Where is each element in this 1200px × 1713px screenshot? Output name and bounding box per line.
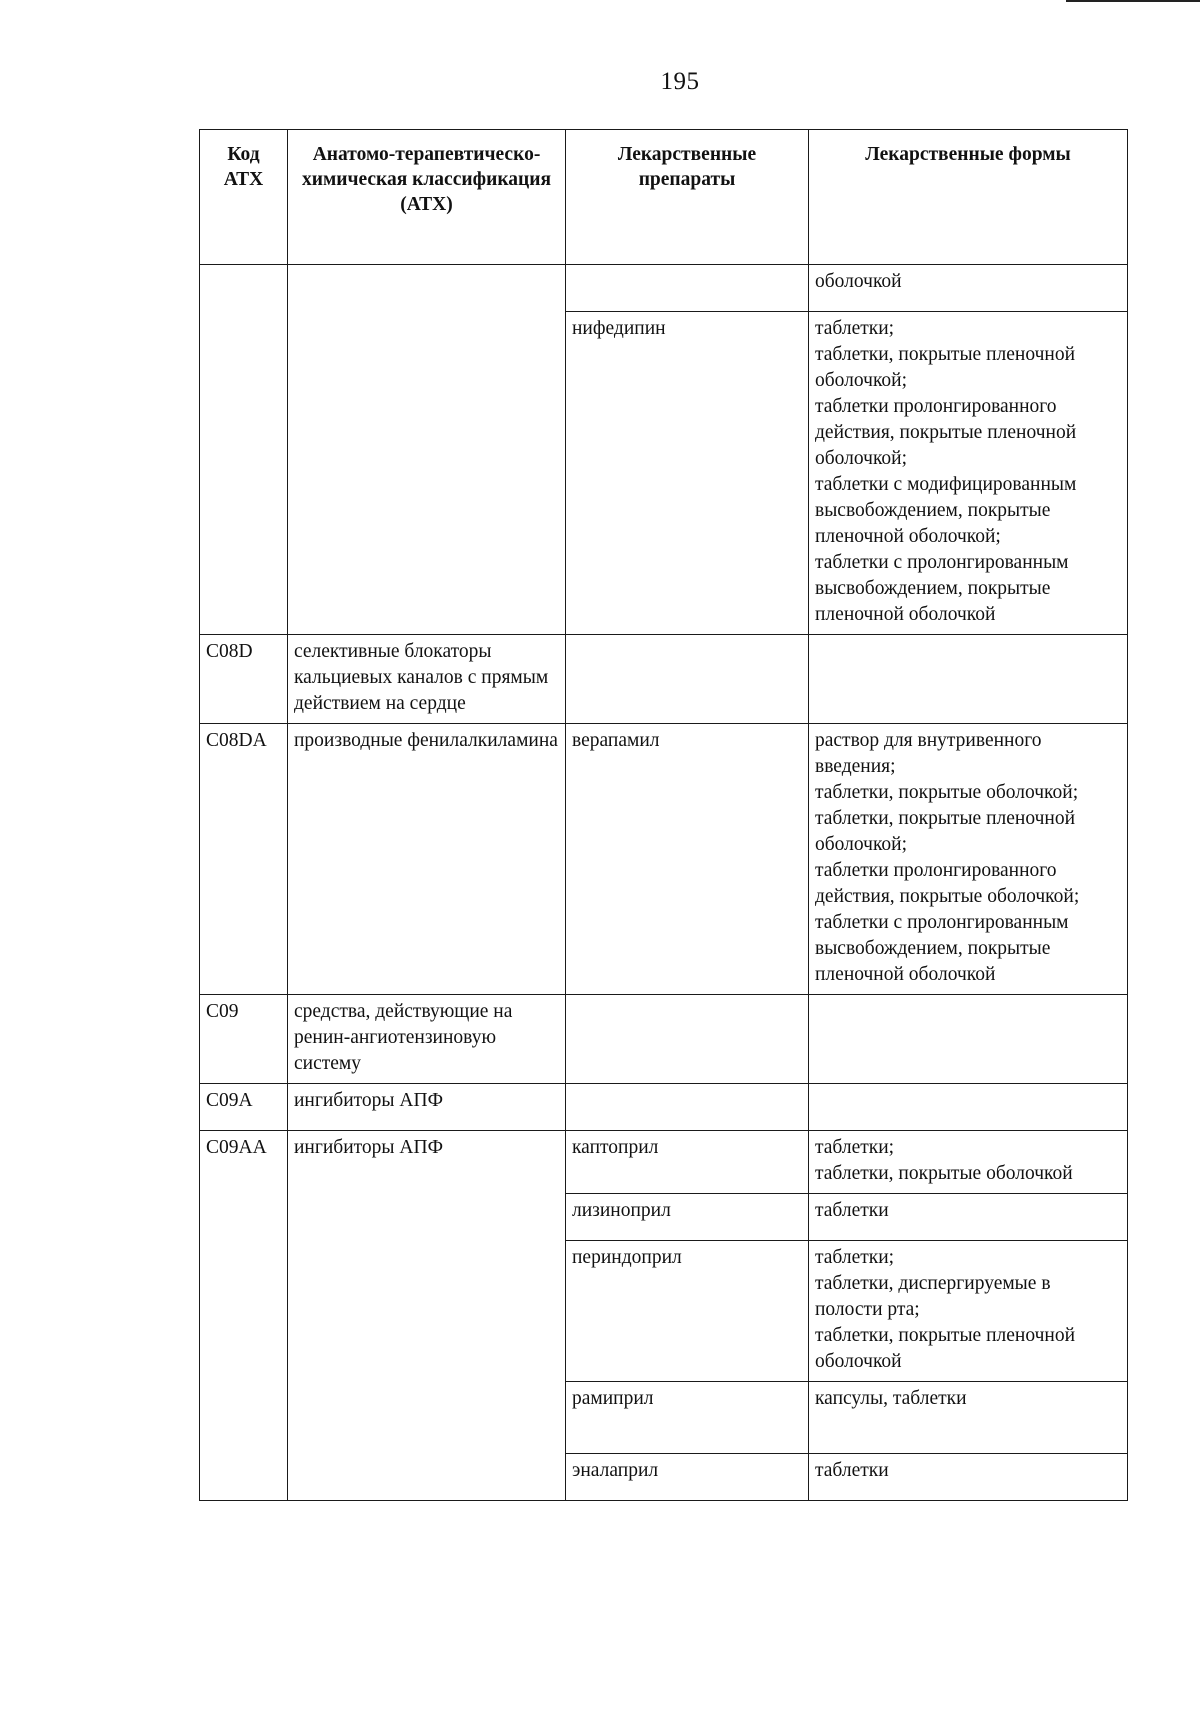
- cell-forms: [809, 312, 1128, 635]
- header-drugs: Лекарственные препараты: [566, 130, 809, 265]
- form-line: таблетки с пролонгированным высвобождением, покрытые пленочной оболочкой: [815, 912, 1069, 985]
- form-line: таблетки пролонгированного действия, покрытые пленочной оболочкой;: [815, 396, 1077, 469]
- table-row: [200, 265, 1128, 312]
- form-line: таблетки;: [815, 1137, 895, 1158]
- cell-forms: [809, 1084, 1128, 1131]
- cell-classification: [288, 265, 566, 635]
- cell-drug: каптоприл: [566, 1131, 809, 1194]
- cell-drug: [566, 265, 809, 312]
- form-line: таблетки;: [815, 1247, 895, 1268]
- table-row: [200, 1084, 1128, 1131]
- form-line: таблетки с пролонгированным высвобождением, покрытые пленочной оболочкой: [815, 552, 1069, 625]
- cell-code: C09A: [200, 1084, 288, 1131]
- cell-drug: нифедипин: [566, 312, 809, 635]
- form-line: таблетки;: [815, 318, 895, 339]
- atx-table: [199, 129, 1128, 1501]
- header-code: Код АТХ: [200, 130, 288, 265]
- table-row: [200, 635, 1128, 724]
- cell-classification: средства, действующие на ренин-ангиотензиновую систему: [288, 995, 566, 1084]
- table-row: [200, 724, 1128, 995]
- cell-forms: [809, 1131, 1128, 1194]
- table-row: [200, 995, 1128, 1084]
- form-line: таблетки, покрытые оболочкой: [815, 1163, 1073, 1184]
- top-edge-rule: [1066, 0, 1200, 2]
- cell-drug: периндоприл: [566, 1241, 809, 1382]
- cell-code: C09: [200, 995, 288, 1084]
- cell-forms: [809, 635, 1128, 724]
- cell-drug: верапамил: [566, 724, 809, 995]
- cell-drug: [566, 995, 809, 1084]
- form-line: капсулы, таблетки: [815, 1388, 967, 1409]
- cell-drug: [566, 1084, 809, 1131]
- table-row: [200, 1131, 1128, 1194]
- cell-drug: эналаприл: [566, 1454, 809, 1501]
- header-forms: Лекарственные формы: [809, 130, 1128, 265]
- table-header: [200, 130, 1128, 265]
- cell-forms: [809, 1241, 1128, 1382]
- cell-classification: ингибиторы АПФ: [288, 1131, 566, 1501]
- cell-forms: [809, 1454, 1128, 1501]
- form-line: таблетки с модифицированным высвобождением, покрытые пленочной оболочкой;: [815, 474, 1077, 547]
- cell-forms: [809, 1382, 1128, 1454]
- form-line: таблетки: [815, 1460, 889, 1481]
- cell-forms: [809, 265, 1128, 312]
- form-line: таблетки, покрытые пленочной оболочкой: [815, 1325, 1076, 1372]
- cell-drug: [566, 635, 809, 724]
- cell-code: C09AA: [200, 1131, 288, 1501]
- cell-code: C08DA: [200, 724, 288, 995]
- form-line: раствор для внутривенного введения;: [815, 730, 1042, 777]
- cell-forms: [809, 995, 1128, 1084]
- cell-classification: селективные блокаторы кальциевых каналов с прямым действием на сердце: [288, 635, 566, 724]
- cell-forms: [809, 1194, 1128, 1241]
- form-line: таблетки пролонгированного действия, покрытые оболочкой;: [815, 860, 1080, 907]
- cell-drug: рамиприл: [566, 1382, 809, 1454]
- cell-code: [200, 265, 288, 635]
- cell-classification: производные фенилалкиламина: [288, 724, 566, 995]
- cell-code: C08D: [200, 635, 288, 724]
- form-line: таблетки, покрытые оболочкой;: [815, 782, 1079, 803]
- form-line: оболочкой: [815, 271, 902, 292]
- cell-classification: ингибиторы АПФ: [288, 1084, 566, 1131]
- header-row: [200, 130, 1128, 265]
- form-line: таблетки: [815, 1200, 889, 1221]
- header-classification: Анатомо-терапевтическо-химическая классификация (АТХ): [288, 130, 566, 265]
- page-number: 195: [660, 68, 700, 95]
- form-line: таблетки, покрытые пленочной оболочкой;: [815, 344, 1076, 391]
- cell-forms: [809, 724, 1128, 995]
- form-line: таблетки, диспергируемые в полости рта;: [815, 1273, 1051, 1320]
- cell-drug: лизиноприл: [566, 1194, 809, 1241]
- form-line: таблетки, покрытые пленочной оболочкой;: [815, 808, 1076, 855]
